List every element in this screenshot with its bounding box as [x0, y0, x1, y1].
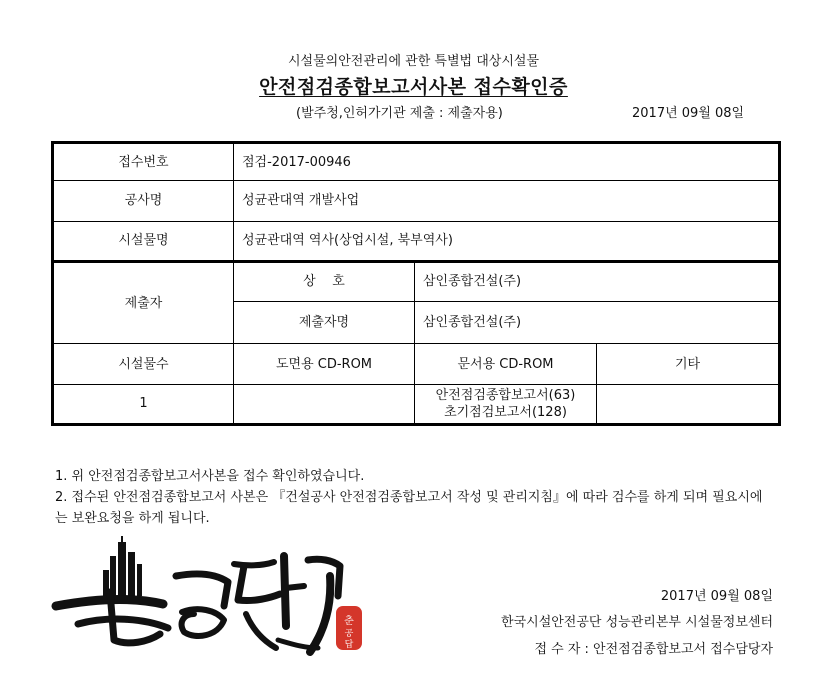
- calligraphy-logo: [48, 536, 378, 666]
- header-date: 2017년 09월 08일: [632, 106, 745, 121]
- document-cd-line2: 초기점검보고서(128): [444, 404, 567, 420]
- row-media-values: [53, 384, 780, 424]
- submitter-name-label: 제출자명: [234, 302, 415, 344]
- note-2: 2. 접수된 안전점검종합보고서 사본은 『건설공사 안전점검종합보고서 작성 및 관리지침』에 따라 검수를 하게 되며 필요시에는 보완요청을 하게 됩니다.: [55, 490, 763, 526]
- project-label: 공사명: [53, 181, 234, 221]
- project-value: 성균관대역 개발사업: [234, 181, 780, 221]
- receipt-table: [51, 141, 781, 426]
- svg-text:공: 공: [344, 629, 354, 639]
- submitter-note: (발주청,인허가기관 제출 : 제출자용): [296, 106, 503, 121]
- notes: [55, 466, 775, 529]
- receipt-no-value: 점검-2017-00946: [234, 143, 780, 181]
- document-subtitle: 시설물의안전관리에 관한 특별법 대상시설물: [288, 54, 539, 69]
- drawing-cd-label: 도면용 CD-ROM: [234, 344, 415, 384]
- facility-label: 시설물명: [53, 221, 234, 261]
- document-title: 안전점검종합보고서사본 접수확인증: [259, 76, 568, 98]
- footer-receiver: 접 수 자 : 안전점검종합보고서 접수담당자: [534, 642, 773, 657]
- note-1: 1. 위 안전점검종합보고서사본을 접수 확인하였습니다.: [55, 469, 365, 484]
- row-receipt-no: [53, 143, 780, 181]
- facility-count-value: 1: [53, 384, 234, 424]
- company-value: 삼인종합건설(주): [415, 261, 780, 301]
- row-media-header: [53, 344, 780, 384]
- svg-text:답: 답: [344, 640, 354, 650]
- document-cd-line1: 안전점검종합보고서(63): [435, 387, 576, 403]
- row-company: [53, 261, 780, 301]
- submitter-name-value: 삼인종합건설(주): [415, 302, 780, 344]
- row-facility: [53, 221, 780, 261]
- calligraphy-logo-icon: [48, 536, 378, 666]
- drawing-cd-value: [234, 384, 415, 424]
- facility-value: 성균관대역 역사(상업시설, 북부역사): [234, 221, 780, 261]
- company-label: 상 호: [234, 261, 415, 301]
- document-cd-value: [415, 384, 597, 424]
- facility-count-label: 시설물수: [53, 344, 234, 384]
- footer-organization: 한국시설안전공단 성능관리본부 시설물정보센터: [501, 615, 773, 630]
- seal-icon: [336, 606, 362, 650]
- receipt-no-label: 접수번호: [53, 143, 234, 181]
- other-label: 기타: [597, 344, 780, 384]
- submitter-label: 제출자: [53, 261, 234, 344]
- footer-date: 2017년 09월 08일: [660, 589, 773, 604]
- document-cd-label: 문서용 CD-ROM: [415, 344, 597, 384]
- svg-text:춘: 춘: [344, 616, 354, 627]
- other-value: [597, 384, 780, 424]
- row-project: [53, 181, 780, 221]
